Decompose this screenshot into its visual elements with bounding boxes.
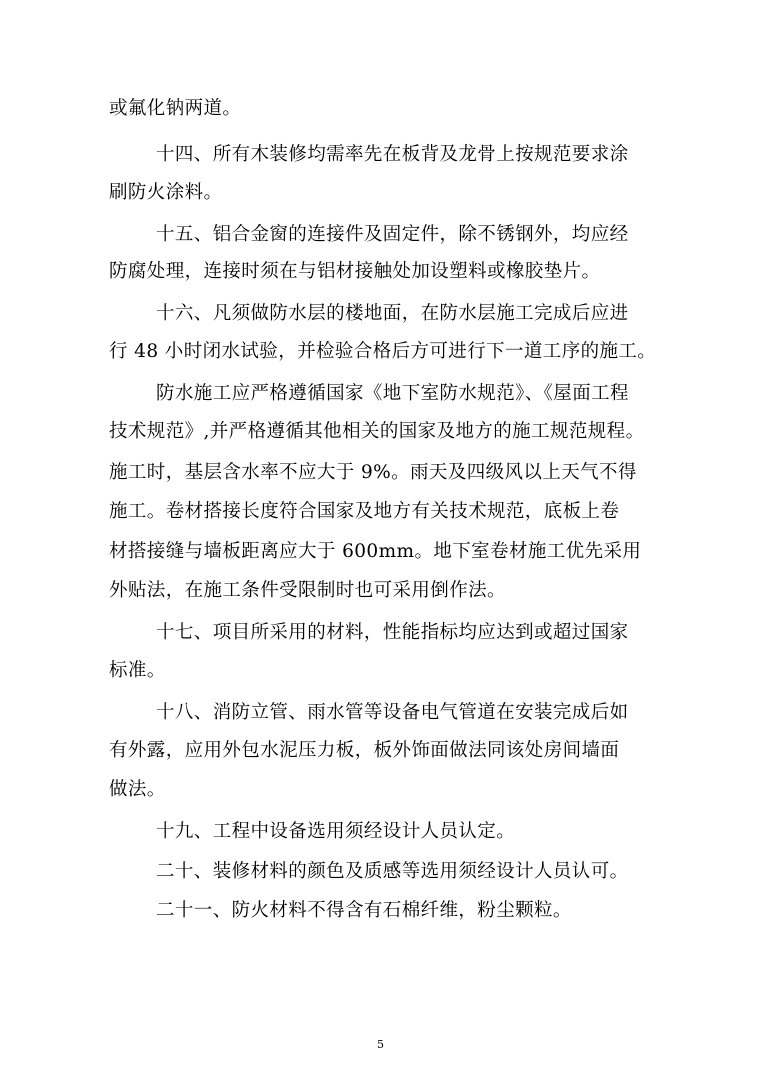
text-line: 外贴法，在施工条件受限制时也可采用倒作法。 bbox=[109, 580, 506, 601]
paragraph-14-start: 十四、所有木装修均需率先在板背及龙骨上按规范要求涂 bbox=[156, 144, 629, 165]
paragraph-19: 十九、工程中设备选用须经设计人员认定。 bbox=[156, 821, 516, 842]
text-line: 行 48 小时闭水试验，并检验合格后方可进行下一道工序的施工。 bbox=[109, 341, 657, 362]
paragraph-15-start: 十五、铝合金窗的连接件及固定件，除不锈钢外，均应经 bbox=[156, 224, 629, 245]
text-line: 刷防火涂料。 bbox=[109, 182, 223, 203]
text-line: 有外露，应用外包水泥压力板，板外饰面做法同该处房间墙面 bbox=[109, 740, 620, 761]
text-line: 施工。卷材搭接长度符合国家及地方有关技术规范，底板上卷 bbox=[109, 501, 620, 522]
page-number: 5 bbox=[377, 1038, 384, 1051]
text-line: 标准。 bbox=[109, 660, 166, 681]
text-line: 或氟化钠两道。 bbox=[109, 98, 242, 119]
paragraph-21: 二十一、防火材料不得含有石棉纤维，粉尘颗粒。 bbox=[156, 900, 572, 921]
paragraph-16-start: 十六、凡须做防水层的楼地面，在防水层施工完成后应进 bbox=[156, 303, 629, 324]
paragraph-18-start: 十八、消防立管、雨水管等设备电气管道在安装完成后如 bbox=[156, 702, 629, 723]
paragraph-20: 二十、装修材料的颜色及质感等选用须经设计人员认可。 bbox=[156, 861, 629, 882]
paragraph-waterproof-start: 防水施工应严格遵循国家《地下室防水规范》、《屋面工程 bbox=[156, 383, 629, 404]
text-line: 技术规范》,并严格遵循其他相关的国家及地方的施工规范规程。 bbox=[109, 421, 645, 442]
paragraph-17-start: 十七、项目所采用的材料，性能指标均应达到或超过国家 bbox=[156, 622, 629, 643]
text-line: 做法。 bbox=[109, 779, 166, 800]
text-line: 防腐处理，连接时须在与铝材接触处加设塑料或橡胶垫片。 bbox=[109, 261, 601, 282]
text-line: 施工时，基层含水率不应大于 9%。雨天及四级风以上天气不得 bbox=[109, 462, 637, 483]
text-line: 材搭接缝与墙板距离应大于 600mm。地下室卷材施工优先采用 bbox=[109, 541, 642, 562]
